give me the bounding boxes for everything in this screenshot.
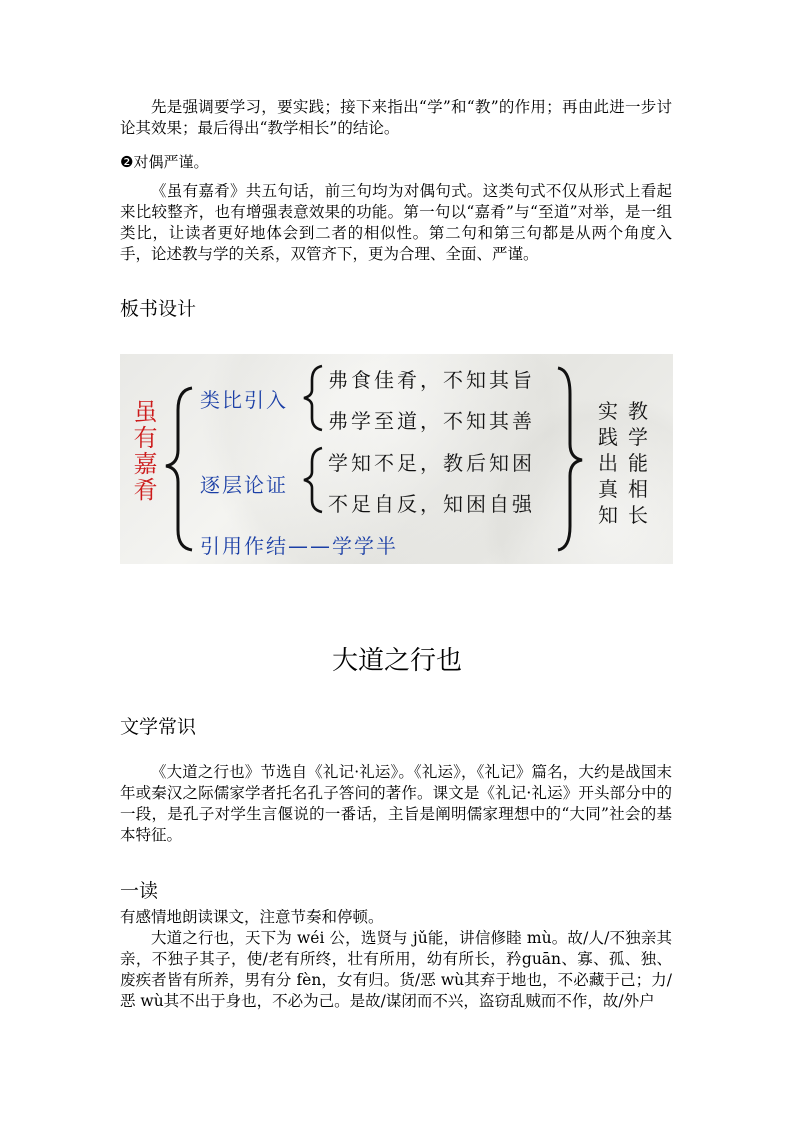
board-analogy-line-1: 弗食佳肴，不知其旨: [328, 368, 535, 392]
board-argument-line-2: 不足自反，知困自强: [328, 492, 535, 516]
board-right-column-1: [596, 398, 620, 528]
lesson-text-paragraph: 大道之行也，天下为 wéi 公，选贤与 jǔ能，讲信修睦 mù。故/人/不独亲其亲，不独子其子，使/老有所终，壮有所用，幼有所长，矜guān、寡、孤、独、废疾者皆有所养，男有分 fèn，女有归。货/恶 wù其弃于地也，不必藏于己；力/恶 wù其不出于身也，不必为己。是故/谋闭而不兴，盗窃乱贼而不作，故/外户: [120, 929, 672, 1010]
board-branch-argument: 逐层论证: [200, 473, 288, 497]
board-branch-conclusion: 引用作结——学学半: [200, 534, 398, 558]
board-right-char: 知: [598, 503, 618, 527]
board-branch-analogy: 类比引入: [200, 388, 288, 412]
first-reading-heading: 一读: [120, 880, 159, 902]
board-argument-line-1: 学知不足，教后知困: [328, 451, 535, 475]
intro-paragraph-2: 《虽有嘉肴》共五句话，前三句均为对偶句式。这类句式不仅从形式上看起来比较整齐，也有增强表意效果的功能。第一句以“嘉肴”与“至道”对举，是一组类比，让读者更好地体会到二者的相似性。第二句和第三句都是从两个角度入手，论述教与学的关系，双管齐下，更为合理、全面、严谨。: [120, 182, 672, 263]
board-right-char: 相: [628, 477, 648, 501]
board-right-column-2: [626, 398, 650, 528]
lesson-title: 大道之行也: [331, 646, 462, 676]
point-2-heading: ❷对偶严谨。: [120, 153, 209, 171]
board-right-char: 学: [628, 425, 648, 449]
board-right-char: 教: [628, 399, 648, 423]
board-design-image: [120, 354, 673, 564]
board-right-char: 真: [598, 477, 618, 501]
literary-knowledge-heading: 文学常识: [120, 716, 197, 738]
board-analogy-line-2: 弗学至道，不知其善: [328, 409, 535, 433]
board-right-char: 能: [628, 451, 648, 475]
reading-instruction: 有感情地朗读课文，注意节奏和停顿。: [120, 908, 384, 926]
board-right-char: 践: [598, 425, 618, 449]
board-right-char: 长: [628, 503, 648, 527]
board-right-char: 实: [598, 399, 618, 423]
intro-paragraph-1: 先是强调要学习，要实践；接下来指出“学”和“教”的作用；再由此进一步讨论其效果；最后得出“教学相长”的结论。: [120, 98, 672, 137]
board-design-heading: 板书设计: [120, 298, 197, 320]
board-title: 虽有嘉肴: [129, 399, 157, 503]
board-right-char: 出: [598, 451, 618, 475]
literary-knowledge-paragraph: 《大道之行也》节选自《礼记·礼运》。《礼运》，《礼记》篇名，大约是战国末年或秦汉之际儒家学者托名孔子答问的著作。课文是《礼记·礼运》开头部分中的一段，是孔子对学生言偃说的一番话，主旨是阐明儒家理想中的“大同”社会的基本特征。: [120, 763, 672, 844]
